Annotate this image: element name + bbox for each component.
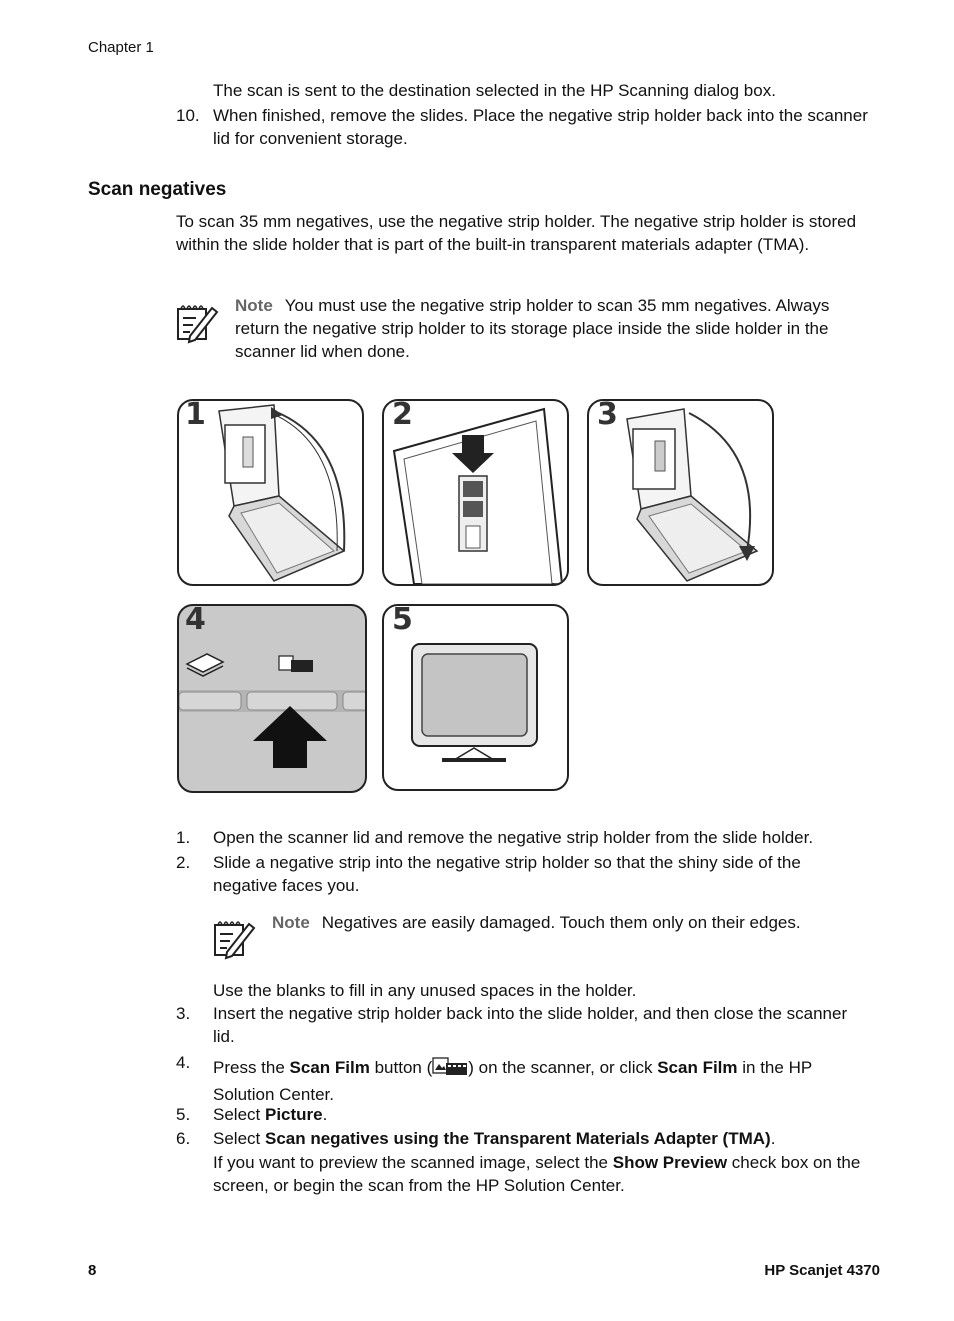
step-1-text: Open the scanner lid and remove the negative strip holder from the slide holder. — [213, 828, 814, 847]
scan-sent-text: The scan is sent to the destination selected in the HP Scanning dialog box. — [213, 81, 776, 100]
figure-panel-3 — [587, 399, 774, 586]
figure-panel-2 — [382, 399, 569, 586]
step-10-number: 10. — [176, 106, 200, 125]
step-3-text: Insert the negative strip holder back into the slide holder, and then close the scanner lid. — [213, 1004, 848, 1046]
step-10 — [0, 104, 954, 154]
step-4-text: Press the Scan Film button ( ) on the scanner, or click Scan Film in the HP Solution Center. — [213, 1058, 812, 1104]
note-2-text: Negatives are easily damaged. Touch them only on their edges. — [321, 913, 801, 932]
note-2-pencil-icon — [213, 916, 257, 960]
panel-number-1: 1 — [185, 399, 206, 432]
step-6 — [0, 1127, 954, 1199]
product-name: HP Scanjet 4370 — [764, 1262, 880, 1279]
step-2-text: Slide a negative strip into the negative strip holder so that the shiny side of the negative faces you. — [213, 853, 801, 895]
figure-panel-5 — [382, 604, 569, 791]
step-1 — [0, 826, 954, 850]
step-5 — [0, 1103, 954, 1127]
panel-number-4: 4 — [185, 604, 206, 637]
note-2-label: Note — [272, 913, 310, 932]
note-pencil-icon — [176, 300, 220, 344]
open-lid-illustration — [179, 401, 362, 584]
step-3 — [0, 1002, 954, 1050]
chapter-header: Chapter 1 — [88, 39, 154, 56]
note-1-text: You must use the negative strip holder to scan 35 mm negatives. Always return the negative strip holder to its storage place inside the slide holder in the scanner lid when done. — [235, 296, 830, 361]
step-5-text: Select Picture. — [213, 1105, 328, 1124]
step-6-followup: If you want to preview the scanned image, select the Show Preview check box on the screen, or begin the scan from the HP Solution Center. — [213, 1153, 861, 1195]
section-title: Scan negatives — [88, 179, 227, 200]
panel-number-5: 5 — [392, 604, 413, 637]
page-number: 8 — [88, 1262, 97, 1279]
step-10-text: When finished, remove the slides. Place the negative strip holder back into the scanner lid for convenient storage. — [213, 106, 868, 148]
step-6-text: Select Scan negatives using the Transparent Materials Adapter (TMA). — [213, 1129, 776, 1148]
figure-panel-4 — [177, 604, 367, 793]
step-6-number: 6. — [176, 1129, 191, 1148]
section-intro: To scan 35 mm negatives, use the negative strip holder. The negative strip holder is stored within the slide holder that is part of the built-in transparent materials adapter (TMA). — [176, 212, 857, 254]
note-1 — [235, 294, 865, 363]
step-2 — [0, 851, 954, 899]
step-4 — [0, 1051, 954, 1104]
step-1-number: 1. — [176, 828, 191, 847]
figure-panel-1 — [177, 399, 364, 586]
note-2 — [272, 911, 872, 934]
blanks-text: Use the blanks to fill in any unused spaces in the holder. — [213, 981, 637, 1000]
step-5-number: 5. — [176, 1105, 191, 1124]
scan-film-icon — [432, 1057, 468, 1083]
step-2-number: 2. — [176, 853, 191, 872]
press-scan-film-illustration — [179, 606, 365, 791]
panel-number-3: 3 — [597, 399, 618, 432]
note-1-label: Note — [235, 296, 273, 315]
step-3-number: 3. — [176, 1004, 191, 1023]
panel-number-2: 2 — [392, 399, 413, 432]
step-4-number: 4. — [176, 1053, 191, 1072]
